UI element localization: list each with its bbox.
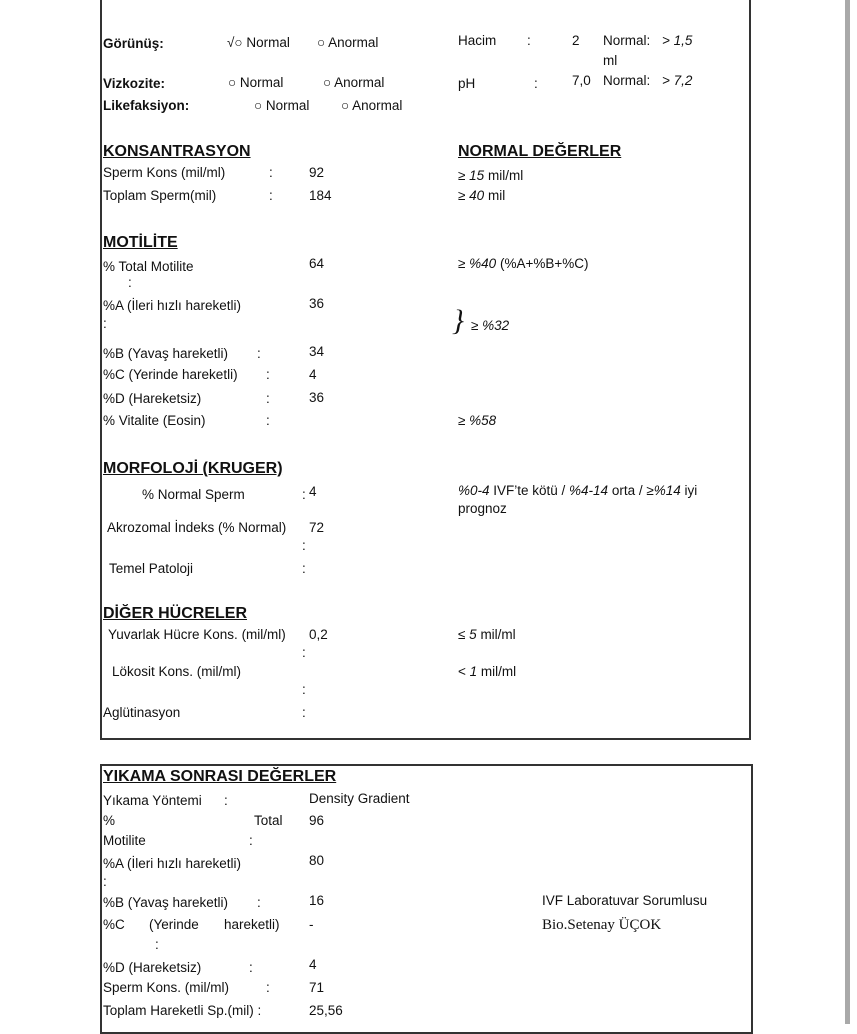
signature-name: Bio.Setenay ÜÇOK [542, 917, 662, 933]
normal-unit: mil/ml [484, 168, 524, 183]
toplam-sperm-value: 184 [309, 188, 332, 203]
yikama-a-colon: : [103, 874, 107, 889]
hacim-normal-value: > 1,5 [662, 33, 693, 48]
normal-number: %40 [469, 256, 497, 271]
akrozomal-colon: : [302, 538, 306, 553]
motilite-d-colon: : [266, 391, 270, 406]
yikama-total-colon: : [249, 833, 253, 848]
gorunus-anormal-option[interactable]: ○ Anormal [317, 35, 379, 50]
hacim-value: 2 [572, 33, 580, 48]
toplam-sperm-label: Toplam Sperm(mil) [103, 188, 217, 203]
ph-label: pH [458, 76, 476, 91]
normal-sperm-colon: : [302, 487, 306, 502]
motilite-d-label: %D (Hareketsiz) [103, 391, 202, 406]
normal-number: 15 [469, 168, 485, 183]
hacim-normal-label: Normal: [603, 33, 651, 48]
kruger-normal-text-line2: prognoz [458, 501, 507, 516]
normal-values-heading: NORMAL DEĞERLER [458, 143, 622, 160]
normal-number: 5 [469, 627, 477, 642]
kruger-range-poor: %0-4 [458, 483, 490, 498]
vitalite-label: % Vitalite (Eosin) [103, 413, 206, 428]
yikama-yontem-colon: : [224, 793, 228, 808]
yikama-total-label-3: Motilite [103, 833, 146, 848]
konsantrasyon-heading: KONSANTRASYON [103, 143, 251, 160]
kruger-text-mid: orta / ≥ [608, 483, 654, 498]
total-motilite-colon: : [128, 275, 132, 290]
normal-symbol: ≥ [458, 256, 470, 271]
normal-unit: mil/ml [477, 664, 517, 679]
total-motilite-label: % Total Motilite [103, 259, 194, 274]
motilite-b-colon: : [257, 346, 261, 361]
yuvarlak-normal [458, 627, 516, 643]
normal-sperm-label: % Normal Sperm [142, 487, 245, 502]
ph-normal-label: Normal: [603, 73, 651, 88]
yikama-kons-label: Sperm Kons. (mil/ml) [103, 980, 230, 995]
motilite-d-value: 36 [309, 390, 325, 405]
kruger-normal-text [458, 483, 697, 499]
lokosit-label: Lökosit Kons. (mil/ml) [112, 664, 242, 679]
yikama-c-value: - [309, 917, 314, 932]
sperm-kons-label: Sperm Kons (mil/ml) [103, 165, 226, 180]
normal-number: 40 [469, 188, 485, 203]
motilite-a-value: 36 [309, 296, 325, 311]
patoloji-colon: : [302, 561, 306, 576]
scrollbar[interactable] [845, 0, 850, 1024]
toplam-sperm-colon: : [269, 188, 273, 203]
yikama-b-label: %B (Yavaş hareketli) [103, 895, 229, 910]
yikama-d-colon: : [249, 960, 253, 975]
yikama-kons-colon: : [266, 980, 270, 995]
yikama-c-label-3: hareketli) [224, 917, 280, 932]
aglutinasyon-colon: : [302, 705, 306, 720]
vizkozite-anormal-option[interactable]: ○ Anormal [323, 75, 385, 90]
normal-unit: mil/ml [476, 627, 516, 642]
vitalite-colon: : [266, 413, 270, 428]
motilite-c-label: %C (Yerinde hareketli) [103, 367, 238, 382]
patoloji-label: Temel Patoloji [109, 561, 194, 576]
yikama-total-value: 96 [309, 813, 325, 828]
ph-value: 7,0 [572, 73, 591, 88]
normal-symbol: < [458, 664, 470, 679]
vizkozite-label: Vizkozite: [103, 76, 166, 91]
kruger-range-mid: %4-14 [569, 483, 609, 498]
sperm-kons-colon: : [269, 165, 273, 180]
vitalite-normal [458, 413, 496, 429]
normal-number: 1 [469, 664, 478, 679]
brace-icon: } [452, 304, 464, 337]
akrozomal-label: Akrozomal İndeks (% Normal) [107, 520, 287, 535]
hacim-colon: : [527, 33, 531, 48]
normal-unit: mil [484, 188, 506, 203]
yikama-d-label: %D (Hareketsiz) [103, 960, 202, 975]
hacim-label: Hacim [458, 33, 497, 48]
yikama-c-colon: : [155, 937, 159, 952]
normal-number: %58 [469, 413, 497, 428]
kruger-text-poor: IVF’te kötü / [489, 483, 570, 498]
yikama-c-label-2: (Yerinde [149, 917, 199, 932]
yikama-toplam-value: 25,56 [309, 1003, 343, 1018]
toplam-sperm-normal [458, 188, 505, 204]
normal-formula: (%A+%B+%C) [496, 256, 589, 271]
normal-symbol: ≤ [458, 627, 470, 642]
kruger-text-good: iyi [680, 483, 698, 498]
akrozomal-value: 72 [309, 520, 325, 535]
gorunus-label: Görünüş: [103, 36, 164, 51]
sperm-kons-value: 92 [309, 165, 325, 180]
yuvarlak-label: Yuvarlak Hücre Kons. (mil/ml) [108, 627, 286, 642]
aglutinasyon-label: Aglütinasyon [103, 705, 181, 720]
likefaksiyon-label: Likefaksiyon: [103, 98, 190, 113]
normal-symbol: ≥ [458, 413, 470, 428]
yuvarlak-value: 0,2 [309, 627, 328, 642]
kruger-range-good: %14 [653, 483, 681, 498]
normal-symbol: ≥ [458, 168, 470, 183]
lokosit-colon: : [302, 682, 306, 697]
yikama-c-label-1: %C [103, 917, 125, 932]
likefaksiyon-normal-option[interactable]: ○ Normal [254, 98, 310, 113]
yikama-a-label: %A (İleri hızlı hareketli) [103, 856, 242, 871]
diger-heading: DİĞER HÜCRELER [103, 605, 248, 622]
ph-normal-value: > 7,2 [662, 73, 693, 88]
vizkozite-normal-option[interactable]: ○ Normal [228, 75, 284, 90]
yikama-b-value: 16 [309, 893, 325, 908]
yikama-a-value: 80 [309, 853, 325, 868]
yuvarlak-colon: : [302, 645, 306, 660]
motilite-b-value: 34 [309, 344, 325, 359]
signature-title: IVF Laboratuvar Sorumlusu [542, 893, 708, 908]
likefaksiyon-anormal-option[interactable]: ○ Anormal [341, 98, 403, 113]
motilite-c-colon: : [266, 367, 270, 382]
yikama-yontem-label: Yıkama Yöntemi [103, 793, 202, 808]
total-motilite-normal [458, 256, 588, 272]
yikama-yontem-value: Density Gradient [309, 791, 410, 806]
morfoloji-heading: MORFOLOJİ (KRUGER) [103, 460, 283, 477]
ph-colon: : [534, 76, 538, 91]
total-motilite-value: 64 [309, 256, 325, 271]
yikama-toplam-label: Toplam Hareketli Sp.(mil) : [103, 1003, 262, 1018]
motilite-b-label: %B (Yavaş hareketli) [103, 346, 229, 361]
yikama-heading: YIKAMA SONRASI DEĞERLER [103, 768, 337, 785]
sperm-kons-normal [458, 168, 523, 184]
motilite-a-colon: : [103, 316, 107, 331]
yikama-total-label-1: % [103, 813, 116, 828]
yikama-b-colon: : [257, 895, 261, 910]
motilite-ab-normal: ≥ %32 [471, 318, 510, 333]
yikama-total-label-2: Total [254, 813, 283, 828]
motilite-c-value: 4 [309, 367, 317, 382]
motilite-heading: MOTİLİTE [103, 234, 178, 251]
normal-sperm-value: 4 [309, 484, 317, 499]
normal-symbol: ≥ [458, 188, 470, 203]
hacim-unit: ml [603, 53, 618, 68]
motilite-a-label: %A (İleri hızlı hareketli) [103, 298, 242, 313]
yikama-kons-value: 71 [309, 980, 325, 995]
yikama-d-value: 4 [309, 957, 317, 972]
lokosit-normal [458, 664, 516, 680]
gorunus-normal-option[interactable]: √○ Normal [227, 35, 290, 50]
